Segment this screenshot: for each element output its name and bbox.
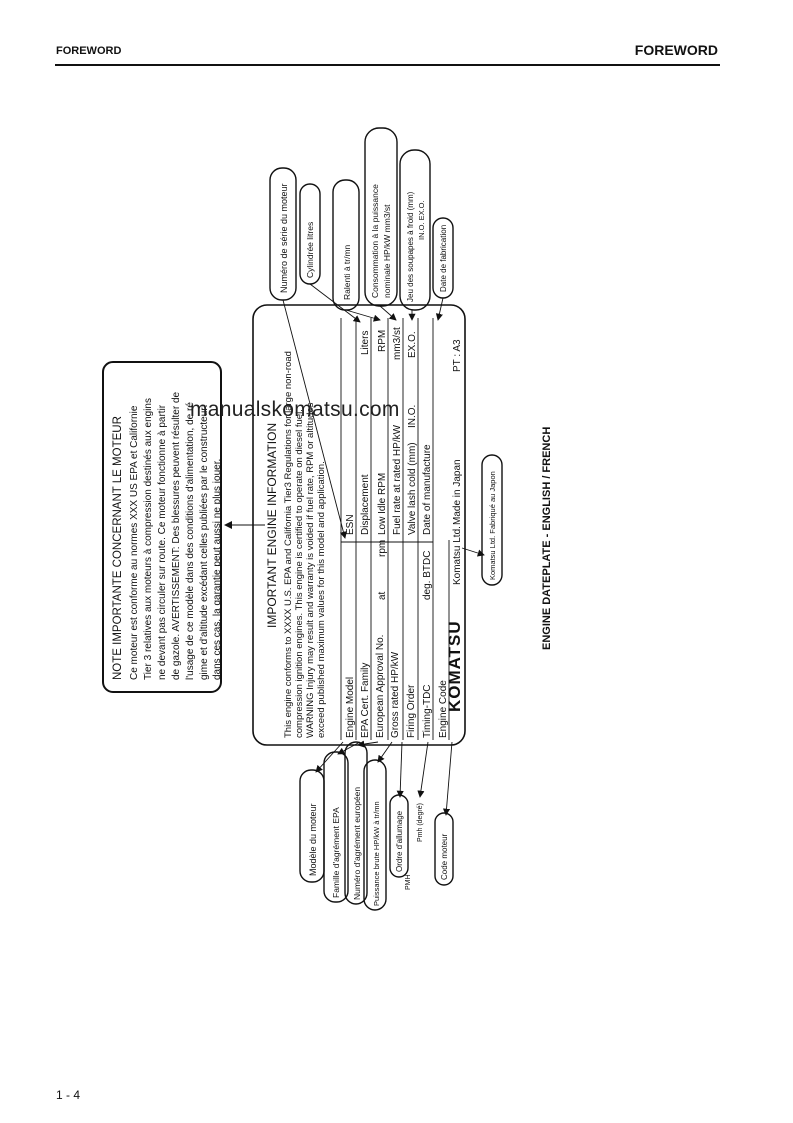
- note-line: de gazole. AVERTISSEMENT: Des blessures peuvent résulter de: [171, 391, 182, 680]
- row-ex-o: EX.O.: [407, 331, 418, 358]
- figure-caption: ENGINE DATEPLATE - ENGLISH / FRENCH: [541, 426, 553, 650]
- note-line: dans ces cas, la garantie peut aussi ne plus jouer.: [212, 458, 223, 680]
- label-consommation: Consommation à la puissance: [370, 184, 380, 298]
- label-date-fabrication: Date de fabrication: [439, 224, 448, 292]
- label-famille: Famille d'agrément EPA: [331, 807, 341, 898]
- plate-code: PT : A3: [452, 339, 463, 372]
- label-cylindree: Cylindrée litres: [305, 221, 315, 278]
- row-displacement: Displacement: [360, 474, 371, 535]
- plate-company: Komatsu Ltd.: [452, 526, 463, 585]
- row-at: at: [377, 591, 388, 600]
- header-right: FOREWORD: [634, 42, 718, 58]
- label-ralenti: Ralenti à tr/mn: [342, 244, 352, 300]
- plate-text-line: exceed published maximum values for this model and application.: [316, 461, 327, 738]
- label-puissance: Puissance brute HP/kW à tr/mn: [372, 801, 381, 906]
- row-esn: ESN: [345, 514, 356, 535]
- row-rpm: rpm: [377, 539, 388, 557]
- label-code-moteur: Code moteur: [440, 833, 449, 880]
- page-number: 1 - 4: [56, 1088, 81, 1102]
- watermark: manualskomatsu.com: [190, 398, 400, 421]
- plate-text-line: This engine conforms to XXXX U.S. EPA and California Tier3 Regulations for large non-road: [283, 351, 294, 738]
- row-valve-lash: Valve lash cold (mm): [407, 442, 418, 535]
- plate-text-line: WARNING Injury may result and warranty is voided if fuel rate, RPM or altitudes: [305, 402, 316, 738]
- row-date-manufacture: Date of manufacture: [422, 444, 433, 535]
- label-numero-agrement: Numéro d'agrément européen: [352, 786, 362, 900]
- row-in-o: IN.O.: [407, 404, 418, 428]
- row-low-idle: Low Idle RPM: [377, 472, 388, 535]
- note-title: NOTE IMPORTANTE CONCERNANT LE MOTEUR: [112, 416, 124, 680]
- note-line: gime et d'altitude excédant celles publiées par le constructeur:: [199, 404, 210, 680]
- note-line: ne devant pas circuler sur route. Ce moteur fonctionne à partir: [157, 404, 168, 680]
- row-rpm-unit: RPM: [377, 329, 388, 352]
- note-line: l'usage de ce modèle dans des conditions d'alimentation, de ré: [185, 402, 196, 680]
- header-left: FOREWORD: [56, 45, 122, 57]
- label-ordre: Ordre d'allumage: [395, 810, 404, 872]
- row-liters: Liters: [360, 330, 371, 355]
- row-btdc: deg. BTDC: [422, 550, 433, 600]
- row-epa-family: EPA Cert. Family: [360, 662, 371, 738]
- label-nominale: nominale HP/kW mm3/st: [382, 204, 392, 298]
- label-pmh-degre: Pmh (degré): [417, 803, 424, 842]
- row-mm3st: mm3/st: [392, 327, 403, 360]
- label-modele: Modèle du moteur: [308, 803, 318, 876]
- row-engine-code: Engine Code: [438, 680, 449, 738]
- plate-made-in: Made in Japan: [452, 459, 463, 525]
- plate-text-line: compression ignition engines. This engine is certified to operate on diesel fuel.: [294, 409, 305, 738]
- label-serial: Numéro de série du moteur: [279, 183, 289, 293]
- label-jeu-soupapes: Jeu des soupapes à froid (mm): [406, 191, 415, 302]
- note-line: Ce moteur est conforme au normes XXX US EPA et Californie: [129, 405, 140, 680]
- row-firing-order: Firing Order: [406, 684, 417, 738]
- engine-plate: [253, 305, 465, 745]
- row-gross-hp: Gross rated HP/kW: [390, 651, 401, 738]
- row-fuel-rate: Fuel rate at rated HP/kW: [392, 424, 403, 535]
- row-engine-model: Engine Model: [345, 676, 356, 738]
- komatsu-logo: KOMATSU: [445, 620, 464, 712]
- row-timing: Timing-TDC: [422, 684, 433, 738]
- note-line: Tier 3 relatives aux moteurs à compression destinés aux engins: [143, 398, 154, 680]
- plate-title: IMPORTANT ENGINE INFORMATION: [265, 422, 279, 628]
- label-fabrique: Komatsu Ltd. Fabriqué au Japon: [488, 471, 497, 580]
- row-european-approval: European Approval No.: [375, 634, 386, 738]
- label-pmh: PMH: [405, 874, 412, 890]
- label-in-ex: IN.O. EX.O.: [417, 200, 426, 240]
